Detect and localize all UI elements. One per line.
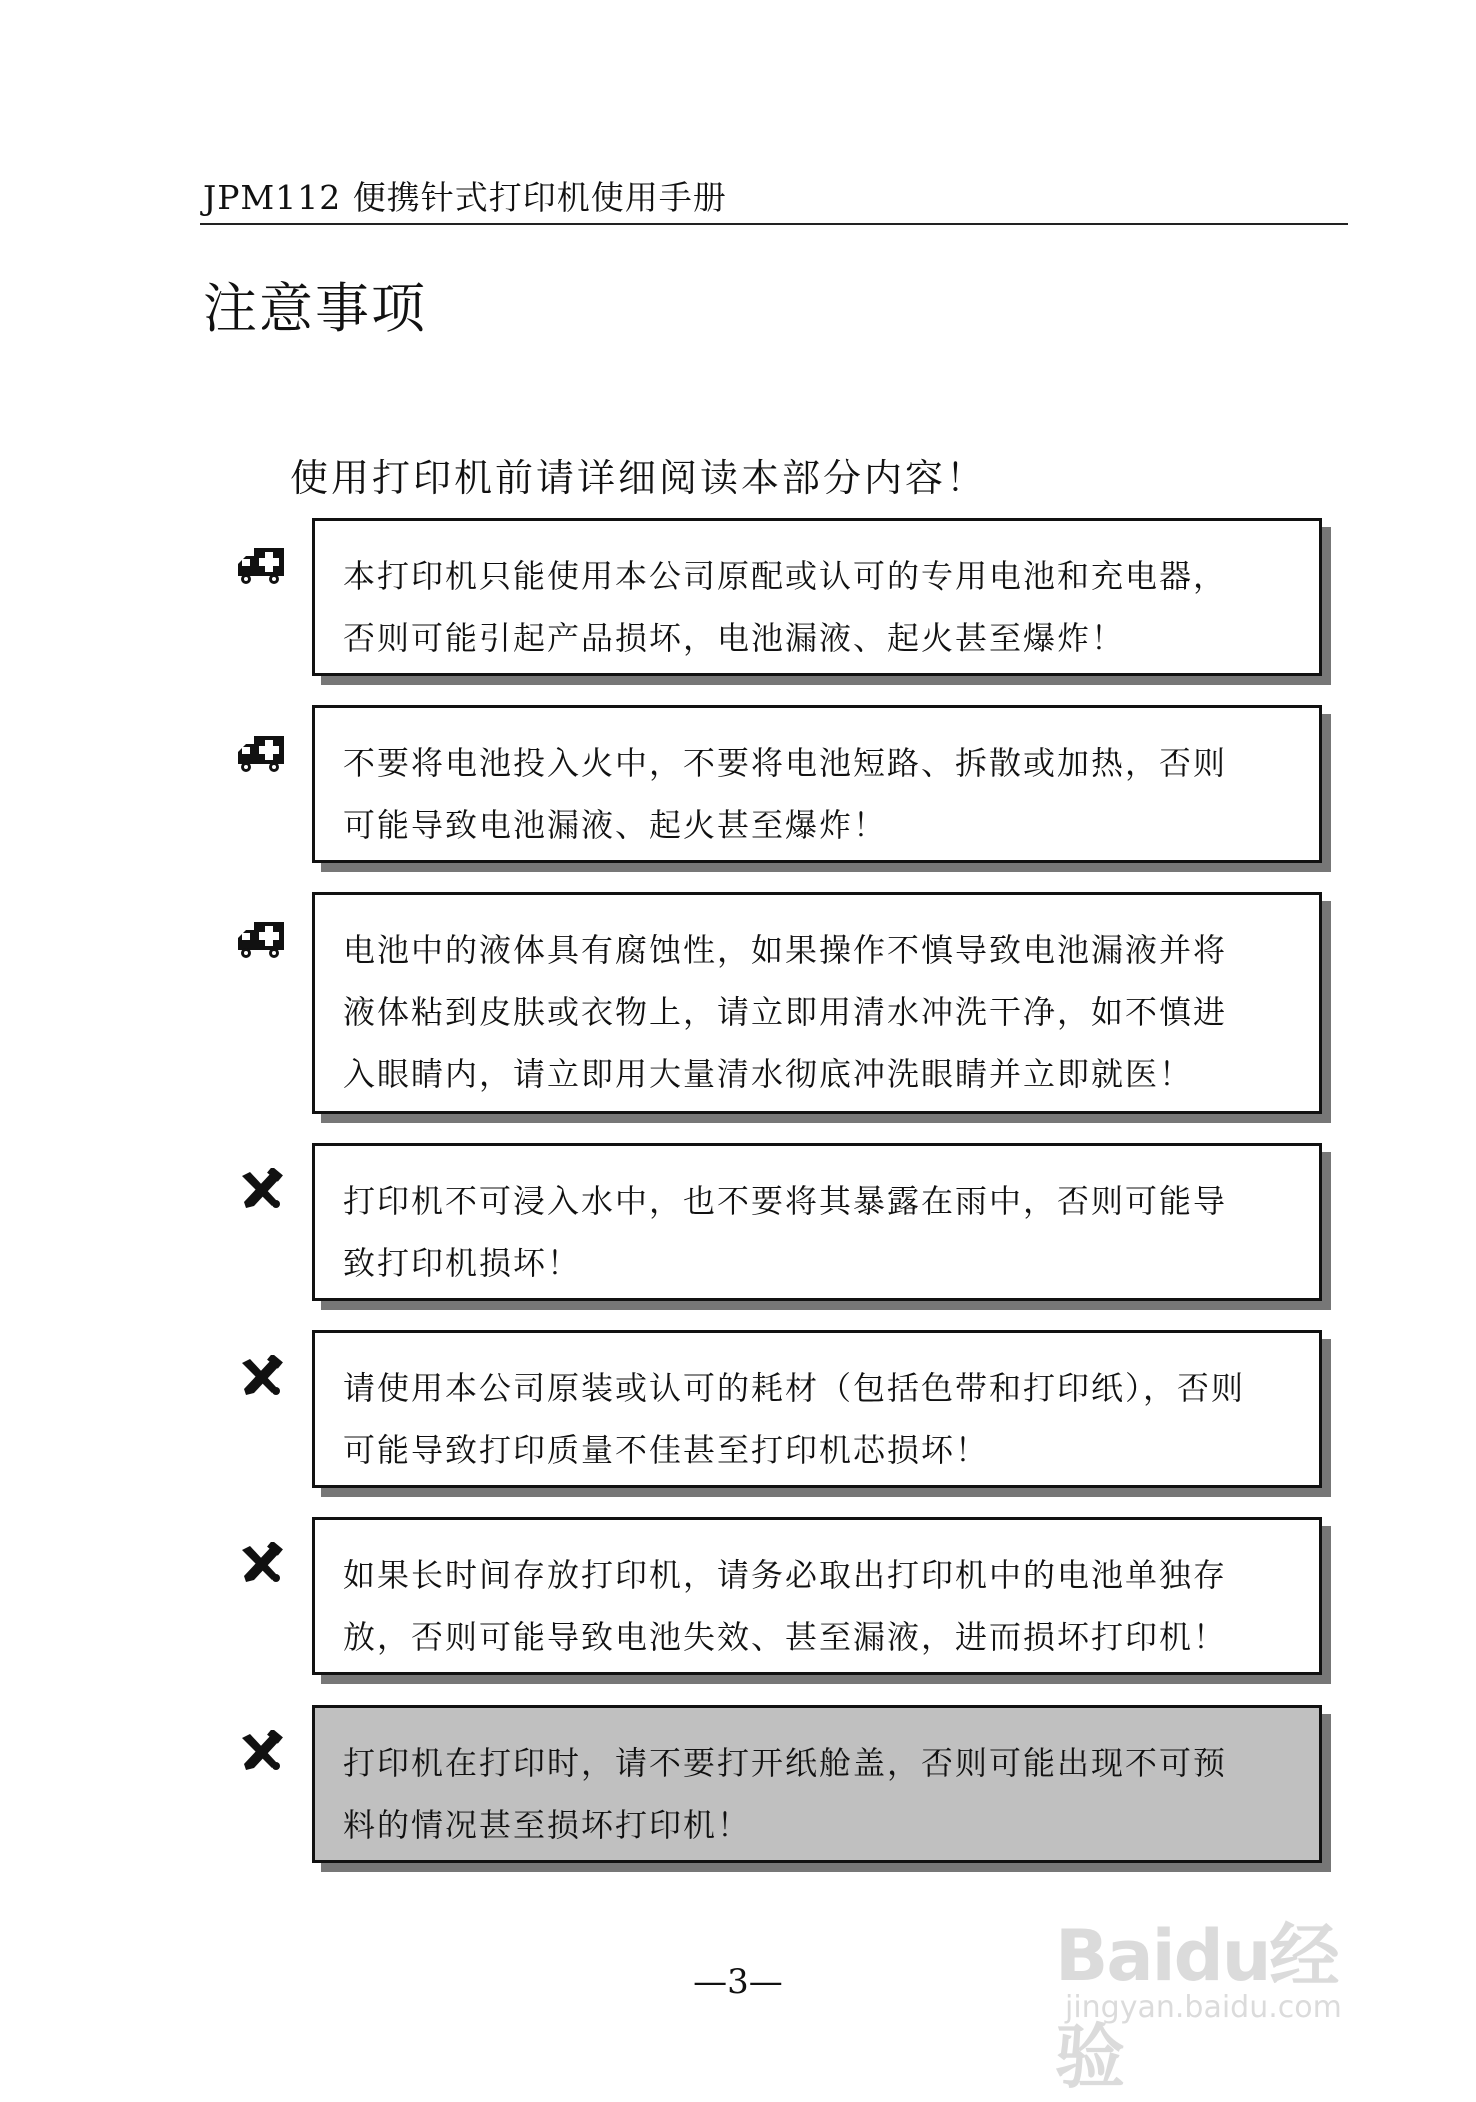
section-title: 注意事项	[203, 277, 427, 340]
first-aid-truck-icon	[236, 544, 286, 588]
page-header-title: JPM112 便携针式打印机使用手册	[203, 178, 727, 217]
notice-box	[312, 1143, 1322, 1301]
notice-box	[312, 892, 1322, 1114]
notice-line: 打印机不可浸入水中，也不要将其暴露在雨中，否则可能导	[343, 1182, 1228, 1220]
tools-icon	[236, 1542, 286, 1586]
notice-line: 本打印机只能使用本公司原配或认可的专用电池和充电器，	[343, 557, 1228, 595]
notice-line: 电池中的液体具有腐蚀性，如果操作不慎导致电池漏液并将	[343, 931, 1228, 969]
notice-line: 液体粘到皮肤或衣物上，请立即用清水冲洗干净，如不慎进	[343, 993, 1228, 1031]
notice-box	[312, 705, 1322, 863]
watermark-logo: Baidu经验	[1055, 1915, 1338, 2098]
notice-line: 入眼睛内，请立即用大量清水彻底冲洗眼睛并立即就医！	[343, 1055, 1194, 1093]
first-aid-truck-icon	[236, 918, 286, 962]
intro-text: 使用打印机前请详细阅读本部分内容！	[290, 456, 988, 500]
page-number: —3—	[693, 1962, 783, 2002]
notice-line: 可能导致打印质量不佳甚至打印机芯损坏！	[343, 1431, 990, 1469]
notice-line: 放，否则可能导致电池失效、甚至漏液，进而损坏打印机！	[343, 1618, 1228, 1656]
tools-icon	[236, 1355, 286, 1399]
notice-line: 打印机在打印时，请不要打开纸舱盖，否则可能出现不可预	[343, 1744, 1228, 1782]
notice-line: 料的情况甚至损坏打印机！	[343, 1806, 752, 1844]
header-divider	[200, 223, 1348, 225]
notice-line: 如果长时间存放打印机，请务必取出打印机中的电池单独存	[343, 1556, 1228, 1594]
notice-box	[312, 1330, 1322, 1488]
notice-box	[312, 518, 1322, 676]
watermark-url: jingyan.baidu.com	[1065, 1990, 1342, 2025]
tools-icon	[236, 1168, 286, 1212]
tools-icon	[236, 1730, 286, 1774]
first-aid-truck-icon	[236, 732, 286, 776]
notice-box-highlighted	[312, 1705, 1322, 1863]
notice-line: 可能导致电池漏液、起火甚至爆炸！	[343, 806, 888, 844]
notice-line: 否则可能引起产品损坏，电池漏液、起火甚至爆炸！	[343, 619, 1126, 657]
notice-line: 请使用本公司原装或认可的耗材（包括色带和打印纸），否则	[343, 1369, 1246, 1407]
notice-box	[312, 1517, 1322, 1675]
notice-line: 不要将电池投入火中，不要将电池短路、拆散或加热，否则	[343, 744, 1228, 782]
notice-line: 致打印机损坏！	[343, 1244, 582, 1282]
baidu-watermark	[1045, 1870, 1405, 2098]
